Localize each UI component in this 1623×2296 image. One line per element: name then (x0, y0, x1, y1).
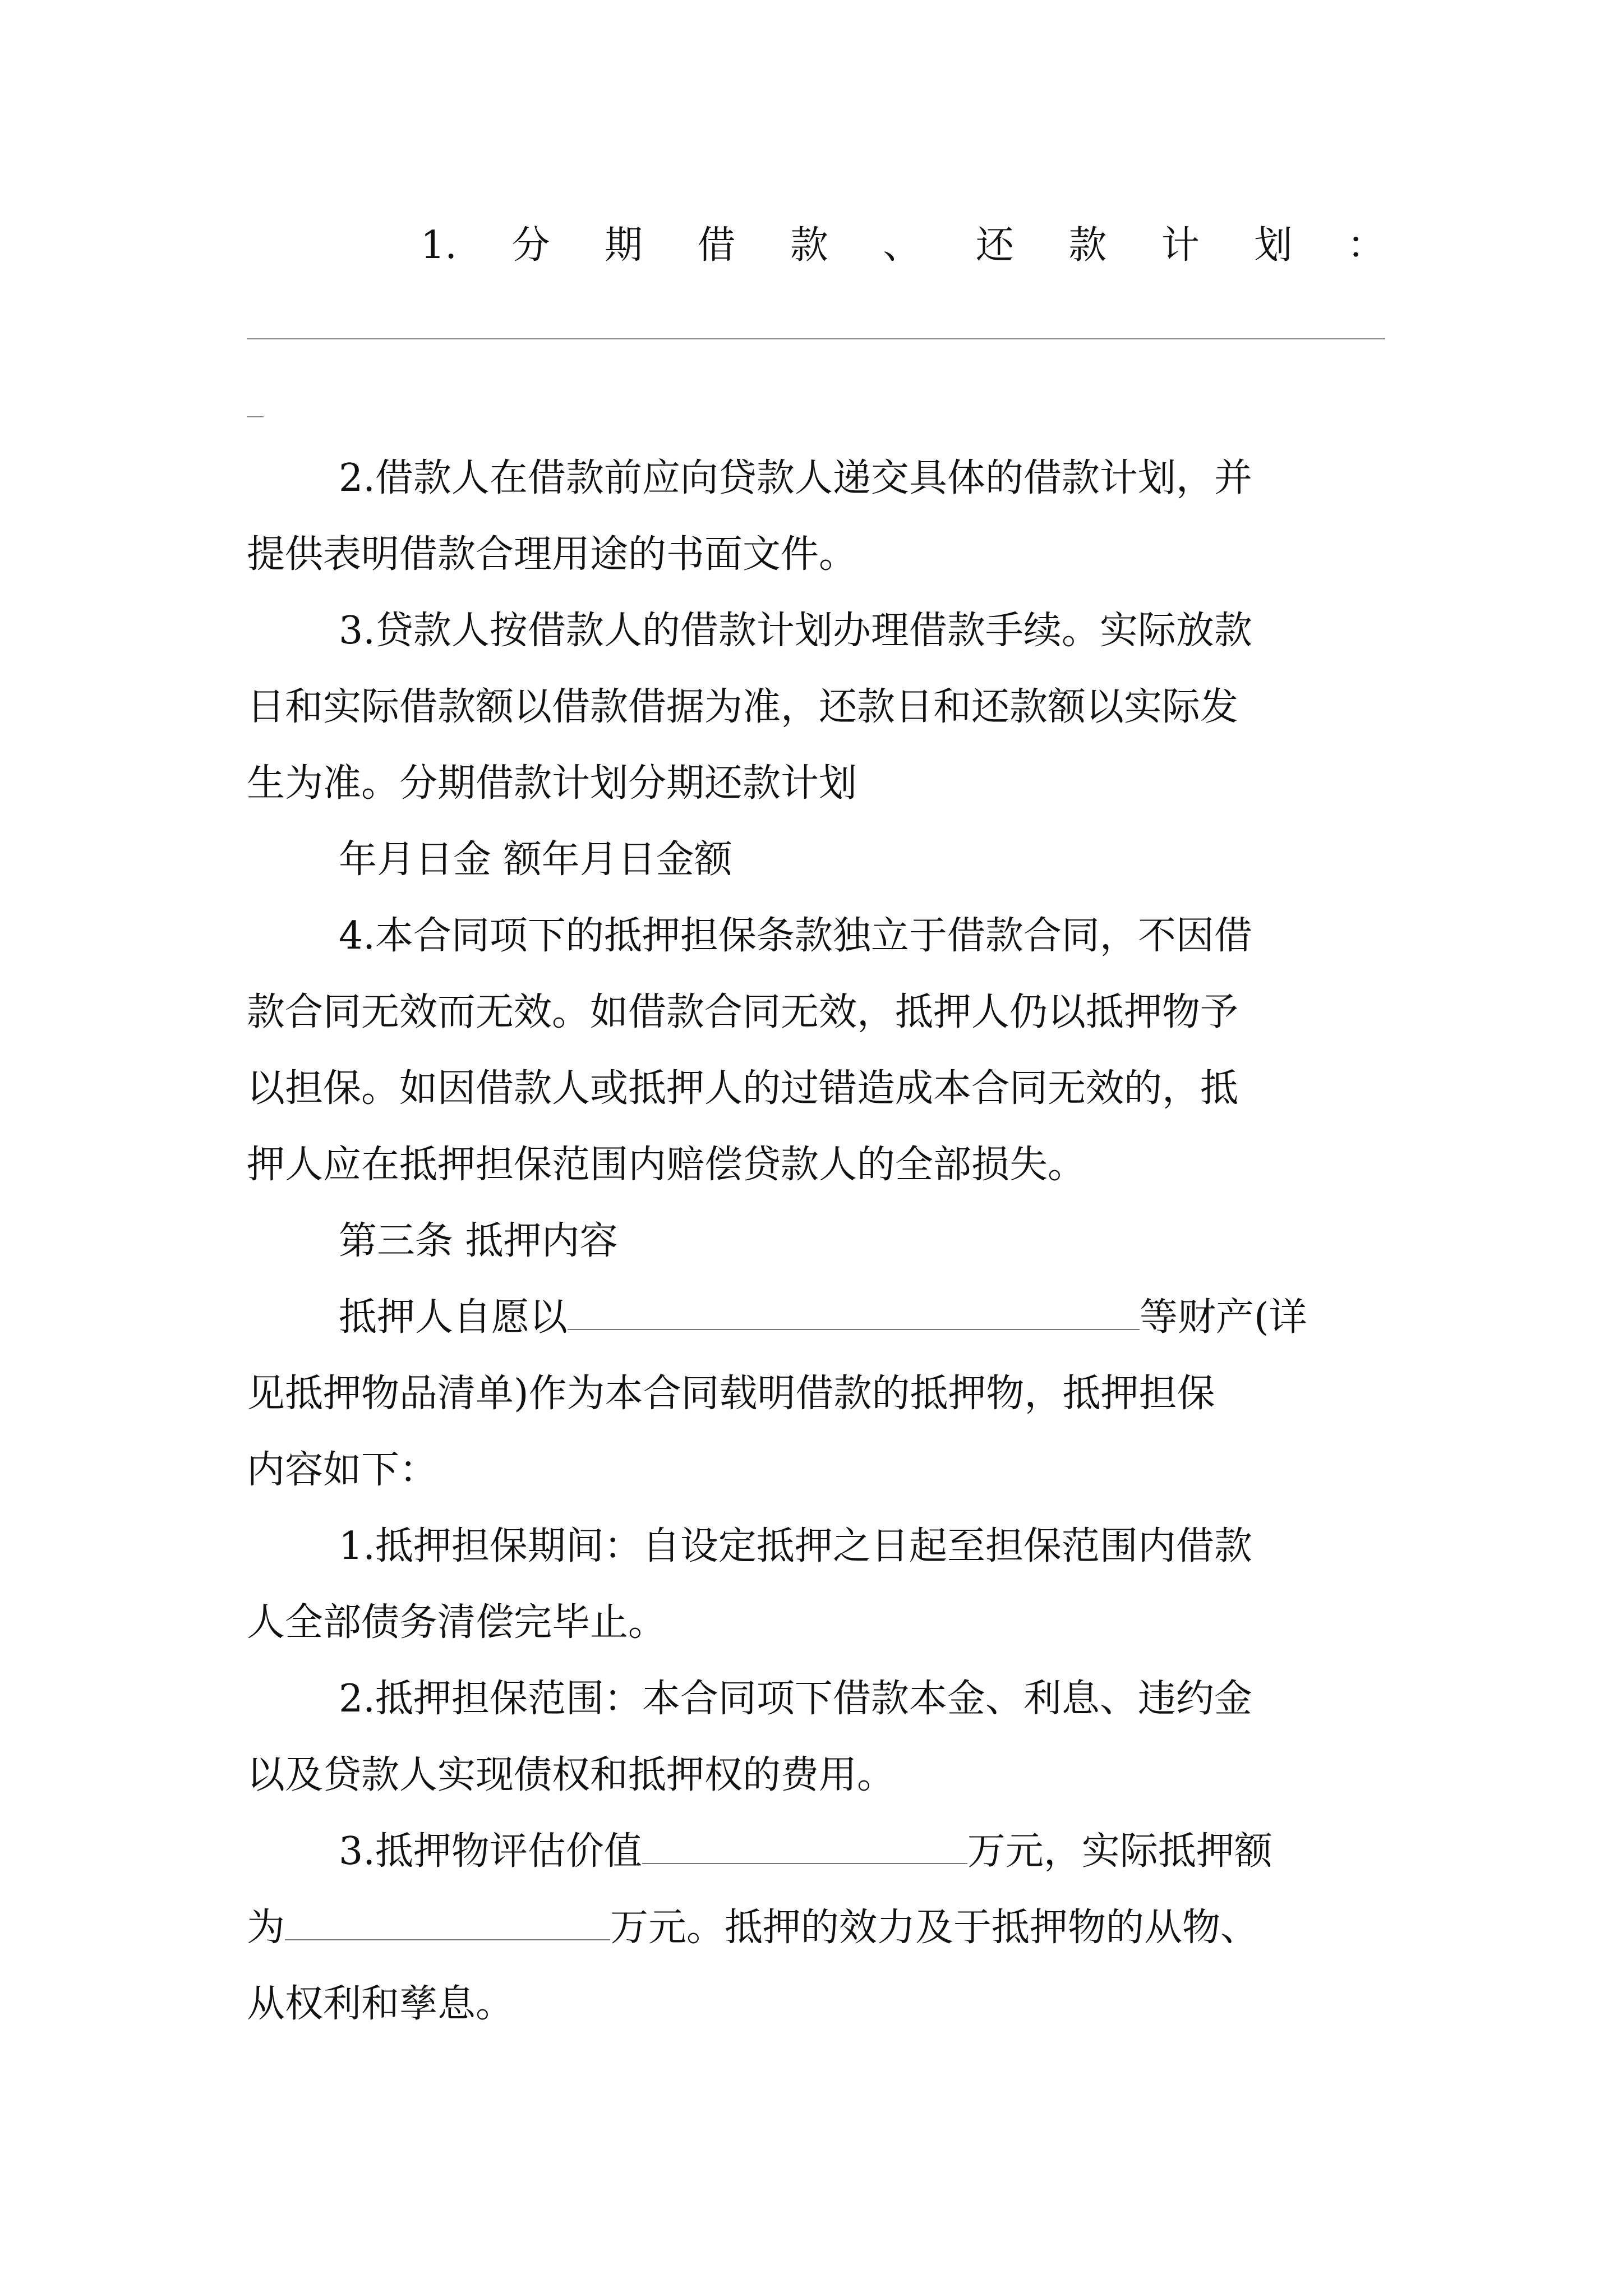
heading-char: ： (1347, 223, 1385, 268)
repayment-plan-heading (421, 208, 1385, 284)
heading-char: 划 (1254, 223, 1293, 268)
paragraph-line: 押人应在抵押担保范围内赔偿贷款人的全部损失。 (247, 1143, 1086, 1187)
paragraph-line: 2.抵押担保范围：本合同项下借款本金、利息、违约金 (339, 1677, 1252, 1721)
paragraph-line: 提供表明借款合理用途的书面文件。 (247, 532, 857, 577)
schedule-table-header: 年月日金 额年月日金额 (339, 838, 732, 882)
appraised-value-blank[interactable] (642, 1832, 967, 1864)
heading-char: 还 (975, 223, 1014, 268)
text: 等财产(详 (1140, 1295, 1307, 1340)
paragraph-line: 2.借款人在借款前应向贷款人递交具体的借款计划，并 (339, 456, 1252, 500)
text: 万元，实际抵押额 (967, 1829, 1272, 1874)
paragraph-line: 从权利和孳息。 (247, 1982, 514, 2026)
paragraph-line: 4.本合同项下的抵押担保条款独立于借款合同，不因借 (339, 914, 1252, 958)
paragraph-line: 以及贷款人实现债权和抵押权的费用。 (247, 1753, 896, 1797)
paragraph-line: 内容如下： (247, 1448, 438, 1492)
fill-in-line-continuation (247, 416, 264, 417)
heading-char: 借 (697, 223, 736, 268)
text: 万元。抵押的效力及于抵押物的从物、 (610, 1906, 1259, 1950)
heading-char: 款 (1068, 223, 1107, 268)
paragraph-line: 人全部债务清偿完毕止。 (247, 1600, 667, 1645)
paragraph-line: 3.贷款人按借款人的借款计划办理借款手续。实际放款 (339, 609, 1252, 653)
fill-in-line (247, 338, 1385, 339)
heading-char: 分 (511, 223, 550, 268)
paragraph-line (339, 1814, 1477, 1890)
heading-char: 计 (1161, 223, 1200, 268)
heading-char: 款 (790, 223, 828, 268)
paragraph-line: 款合同无效而无效。如借款合同无效，抵押人仍以抵押物予 (247, 990, 1239, 1034)
mortgage-amount-blank[interactable] (285, 1908, 610, 1940)
paragraph-line (247, 1890, 1385, 1966)
heading-char: 、 (883, 223, 921, 268)
text: 抵押人自愿以 (339, 1295, 568, 1340)
paragraph-line: 1.抵押担保期间：自设定抵押之日起至担保范围内借款 (339, 1524, 1252, 1568)
text: 为 (247, 1906, 285, 1950)
heading-char: 期 (604, 223, 643, 268)
paragraph-line: 日和实际借款额以借款借据为准，还款日和还款额以实际发 (247, 685, 1239, 729)
paragraph-line: 生为准。分期借款计划分期还款计划 (247, 761, 857, 806)
paragraph-line: 见抵押物品清单)作为本合同载明借款的抵押物，抵押担保 (247, 1372, 1215, 1416)
collateral-blank[interactable] (568, 1297, 1140, 1330)
item-number: 1. (421, 223, 457, 268)
text: 3.抵押物评估价值 (339, 1829, 642, 1874)
paragraph-line: 以担保。如因借款人或抵押人的过错造成本合同无效的，抵 (247, 1066, 1239, 1111)
paragraph-line (339, 1280, 1477, 1356)
article-title: 第三条 抵押内容 (339, 1219, 618, 1263)
